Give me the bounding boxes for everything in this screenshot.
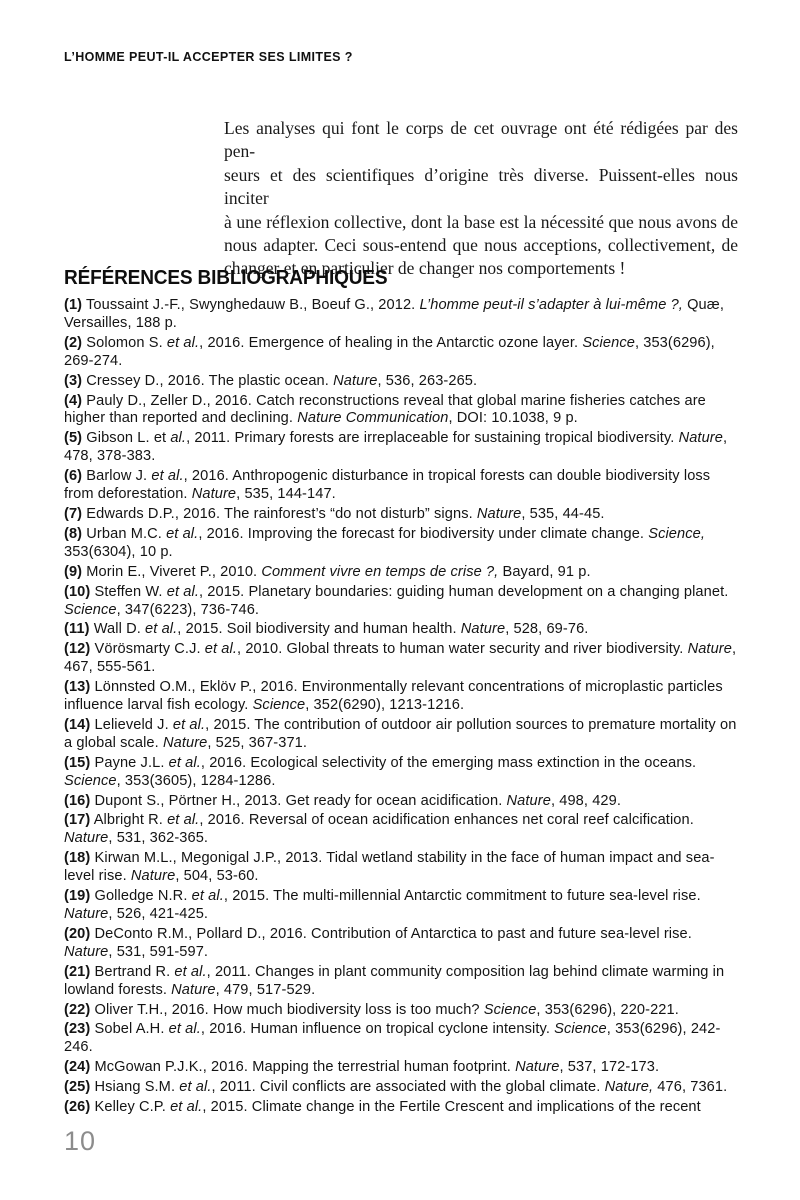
reference-text-segment: , 353(6296), 242-246.	[64, 1021, 721, 1056]
reference-number: (25)	[64, 1079, 91, 1096]
reference-number: (12)	[64, 641, 91, 658]
reference-number: (6)	[64, 468, 83, 485]
reference-text-segment: McGowan P.J.K., 2016. Mapping the terrestrial human footprint.	[90, 1059, 516, 1076]
reference-text-segment: Hsiang S.M.	[90, 1079, 180, 1096]
reference-item	[64, 755, 738, 791]
reference-italic-segment: et al.	[174, 963, 207, 980]
reference-number: (2)	[64, 334, 83, 351]
reference-text-segment: , 2016. Improving the forecast for biodiversity under climate change.	[198, 525, 649, 542]
intro-line: Les analyses qui font le corps de cet ouvrage ont été rédigées par des pen-	[224, 118, 738, 162]
reference-number: (9)	[64, 563, 83, 580]
reference-italic-segment: Nature	[515, 1059, 560, 1076]
reference-item	[64, 564, 738, 582]
reference-italic-segment: et al.	[167, 812, 200, 829]
reference-text-segment: , 528, 69-76.	[505, 621, 589, 638]
reference-number: (18)	[64, 850, 91, 867]
reference-item	[64, 641, 738, 677]
reference-text-segment: , 531, 362-365.	[108, 830, 209, 847]
reference-text-segment: , 467, 555-561.	[64, 641, 737, 676]
reference-text-segment: , 479, 517-529.	[215, 981, 316, 998]
reference-italic-segment: et al.	[179, 1079, 212, 1096]
reference-italic-segment: Science	[554, 1021, 607, 1038]
reference-text-segment: , 2015. Climate change in the Fertile Crescent and implications of the recent	[202, 1099, 701, 1116]
reference-number: (13)	[64, 679, 91, 696]
reference-text-segment: , 498, 429.	[550, 792, 622, 809]
reference-italic-segment: et al.	[204, 641, 238, 658]
reference-number: (16)	[64, 792, 91, 809]
reference-number: (11)	[64, 621, 90, 638]
reference-italic-segment: Nature	[687, 641, 732, 658]
reference-text-segment: , 537, 172-173.	[559, 1059, 660, 1076]
reference-italic-segment: Comment vivre en temps de crise ?,	[261, 563, 499, 580]
reference-text-segment: , 2016. Ecological selectivity of the emerging mass extinction in the oceans.	[200, 754, 697, 771]
reference-italic-segment: Nature	[64, 830, 109, 847]
reference-number: (5)	[64, 430, 83, 447]
reference-number: (14)	[64, 716, 91, 733]
reference-number: (23)	[64, 1021, 91, 1038]
reference-text-segment: Dupont S., Pörtner H., 2013. Get ready for ocean acidification.	[90, 792, 507, 809]
reference-item	[64, 1059, 738, 1077]
reference-item	[64, 964, 738, 1000]
reference-italic-segment: et al.	[168, 1021, 201, 1038]
reference-number: (3)	[64, 372, 83, 389]
reference-italic-segment: Science	[582, 334, 635, 351]
reference-item	[64, 468, 738, 504]
reference-text-segment: , 535, 44-45.	[521, 505, 605, 522]
reference-text-segment: , 353(6296), 220-221.	[536, 1001, 679, 1018]
reference-item	[64, 888, 738, 924]
reference-text-segment: , 2015. The contribution of outdoor air pollution sources to premature mortality on a global scale.	[64, 716, 737, 751]
reference-text-segment: , 2015. The multi-millennial Antarctic commitment to future sea-level rise.	[223, 888, 701, 905]
reference-text-segment: Payne J.L.	[90, 754, 169, 771]
reference-italic-segment: Nature	[476, 505, 522, 522]
reference-text-segment: Sobel A.H.	[90, 1021, 169, 1038]
reference-italic-segment: L’homme peut-il s’adapter à lui-même ?,	[419, 297, 683, 313]
reference-text-segment: , 2016. Emergence of healing in the Antarctic ozone layer.	[199, 334, 583, 351]
reference-number: (10)	[64, 583, 91, 600]
reference-text-segment: Toussaint J.-F., Swynghedauw B., Boeuf G., 2012.	[82, 297, 420, 313]
reference-italic-segment: et al.	[151, 468, 184, 485]
reference-italic-segment: Nature	[171, 981, 216, 998]
reference-text-segment: Bayard, 91 p.	[498, 563, 591, 580]
reference-text-segment: Barlow J.	[82, 468, 152, 485]
reference-text-segment: Quæ, Versailles, 188 p.	[64, 297, 724, 331]
reference-number: (21)	[64, 963, 91, 980]
intro-paragraph	[224, 117, 738, 281]
reference-text-segment: , 2016. Human influence on tropical cyclone intensity.	[200, 1021, 555, 1038]
reference-italic-segment: Science	[483, 1001, 537, 1018]
reference-text-segment: Oliver T.H., 2016. How much biodiversity loss is too much?	[90, 1001, 484, 1018]
reference-text-segment: Albright R.	[90, 812, 168, 829]
reference-number: (26)	[64, 1099, 91, 1116]
reference-item	[64, 793, 738, 811]
reference-text-segment: Cressey D., 2016. The plastic ocean.	[82, 372, 334, 389]
reference-item	[64, 506, 738, 524]
reference-text-segment: , 2010. Global threats to human water security and river biodiversity.	[237, 641, 688, 658]
reference-text-segment: , 526, 421-425.	[108, 906, 209, 922]
reference-text-segment: Kirwan M.L., Megonigal J.P., 2013. Tidal wetland stability in the face of human impact and sea-level rise.	[64, 850, 715, 885]
reference-text-segment: Wall D.	[89, 621, 146, 638]
reference-item	[64, 1099, 738, 1117]
reference-item	[64, 1079, 738, 1097]
reference-italic-segment: et al.	[166, 525, 199, 542]
reference-text-segment: Morin E., Viveret P., 2010.	[82, 563, 262, 580]
reference-number: (24)	[64, 1059, 91, 1076]
reference-text-segment: , 2011. Primary forests are irreplaceable for sustaining tropical biodiversity.	[186, 430, 679, 447]
reference-item	[64, 621, 738, 639]
reference-item	[64, 679, 738, 715]
reference-text-segment: , 2015. Planetary boundaries: guiding human development on a changing planet.	[198, 583, 729, 600]
reference-italic-segment: Nature	[64, 943, 109, 960]
intro-line: seurs et des scientifiques d’origine très diverse. Puissent-elles nous inciter	[224, 164, 738, 209]
reference-text-segment: 476, 7361.	[653, 1079, 728, 1096]
reference-italic-segment: Science	[252, 697, 306, 714]
reference-italic-segment: Nature	[64, 906, 109, 922]
reference-italic-segment: Science	[64, 601, 117, 618]
reference-italic-segment: et al.	[191, 888, 224, 905]
reference-italic-segment: Nature	[130, 868, 176, 885]
reference-text-segment: , 353(6296), 269-274.	[64, 334, 715, 369]
reference-text-segment: , 536, 263-265.	[377, 372, 478, 389]
reference-text-segment: , 352(6290), 1213-1216.	[305, 697, 465, 714]
reference-text-segment: , 2011. Civil conflicts are associated with the global climate.	[211, 1079, 605, 1096]
reference-italic-segment: al.	[170, 430, 187, 447]
reference-text-segment: Urban M.C.	[82, 525, 167, 542]
reference-text-segment: Steffen W.	[90, 583, 167, 600]
reference-text-segment: Gibson L. et	[82, 430, 171, 447]
reference-text-segment: , 347(6223), 736-746.	[116, 601, 260, 618]
reference-text-segment: Lönnsted O.M., Eklöv P., 2016. Environmentally relevant concentrations of microplastic particles influence larval fish ecology.	[64, 679, 723, 714]
reference-text-segment: , 353(3605), 1284-1286.	[116, 772, 276, 789]
reference-italic-segment: Science,	[648, 525, 706, 542]
reference-text-segment: Kelley C.P.	[90, 1099, 171, 1116]
reference-item	[64, 297, 738, 333]
reference-italic-segment: Nature	[506, 792, 551, 809]
reference-number: (22)	[64, 1001, 91, 1018]
reference-italic-segment: et al.	[166, 583, 199, 600]
reference-item	[64, 373, 738, 391]
page-number: 10	[64, 1126, 97, 1156]
reference-italic-segment: et al.	[166, 334, 200, 351]
reference-italic-segment: Nature Communication	[297, 410, 449, 427]
reference-item	[64, 584, 738, 620]
reference-text-segment: , 504, 53-60.	[175, 868, 259, 885]
reference-item	[64, 926, 738, 962]
reference-text-segment: Edwards D.P., 2016. The rainforest’s “do not disturb” signs.	[82, 505, 477, 522]
reference-text-segment: , 2016. Anthropogenic disturbance in tropical forests can double biodiversity loss from deforestation.	[64, 468, 711, 503]
reference-italic-segment: Nature	[191, 486, 237, 503]
reference-text-segment: , 535, 144-147.	[236, 486, 336, 503]
reference-number: (8)	[64, 525, 83, 542]
reference-number: (1)	[64, 297, 83, 313]
reference-text-segment: , 2011. Changes in plant community composition lag behind climate warming in lowland forests.	[64, 963, 725, 998]
reference-text-segment: Pauly D., Zeller D., 2016. Catch reconstructions reveal that global marine fisheries catches are higher than reported and declining.	[64, 392, 706, 427]
reference-number: (20)	[64, 925, 91, 942]
reference-italic-segment: Nature	[678, 430, 723, 447]
reference-italic-segment: Science	[64, 772, 117, 789]
reference-italic-segment: et al.	[172, 716, 206, 733]
reference-item	[64, 1002, 738, 1020]
reference-item	[64, 526, 738, 562]
reference-item	[64, 1021, 738, 1057]
reference-text-segment: , 525, 367-371.	[207, 734, 308, 751]
reference-text-segment: , 2016. Reversal of ocean acidification enhances net coral reef calcification.	[199, 812, 694, 829]
intro-line: à une réflexion collective, dont la base est la nécessité que nous avons de	[224, 211, 738, 232]
reference-item	[64, 335, 738, 371]
reference-number: (4)	[64, 392, 83, 409]
reference-italic-segment: et al.	[168, 754, 201, 771]
reference-number: (17)	[64, 812, 91, 829]
reference-item	[64, 850, 738, 886]
reference-text-segment: Vörösmarty C.J.	[90, 641, 205, 658]
reference-item	[64, 430, 738, 466]
reference-text-segment: , 478, 378-383.	[64, 430, 728, 465]
reference-text-segment: 353(6304), 10 p.	[64, 543, 173, 560]
reference-text-segment: Golledge N.R.	[90, 888, 192, 905]
reference-text-segment: , 2015. Soil biodiversity and human health.	[177, 621, 461, 638]
reference-text-segment: DeConto R.M., Pollard D., 2016. Contribution of Antarctica to past and future sea-level rise.	[90, 925, 692, 942]
reference-italic-segment: Nature,	[604, 1079, 654, 1096]
reference-text-segment: Lelieveld J.	[90, 716, 173, 733]
reference-italic-segment: Nature	[162, 734, 208, 751]
reference-text-segment: , 531, 591-597.	[108, 943, 209, 960]
reference-number: (7)	[64, 505, 83, 522]
reference-text-segment: Bertrand R.	[90, 963, 175, 980]
running-header: L’HOMME PEUT-IL ACCEPTER SES LIMITES ?	[64, 50, 353, 64]
references-heading: RÉFÉRENCES BIBLIOGRAPHIQUES	[64, 266, 388, 289]
reference-text-segment: , DOI: 10.1038, 9 p.	[448, 410, 578, 427]
reference-number: (15)	[64, 754, 91, 771]
reference-italic-segment: Nature	[333, 372, 378, 389]
reference-italic-segment: et al.	[170, 1099, 203, 1116]
reference-italic-segment: Nature	[460, 621, 506, 638]
reference-italic-segment: et al.	[145, 621, 178, 638]
intro-line: nous adapter. Ceci sous-entend que nous acceptions, collectivement, de	[224, 235, 738, 256]
reference-text-segment: Solomon S.	[82, 334, 167, 351]
reference-list	[64, 297, 738, 1119]
reference-item	[64, 393, 738, 429]
reference-item	[64, 812, 738, 848]
reference-number: (19)	[64, 888, 91, 905]
reference-item	[64, 717, 738, 753]
intro-line: changer et en particulier de changer nos comportements !	[224, 258, 626, 279]
